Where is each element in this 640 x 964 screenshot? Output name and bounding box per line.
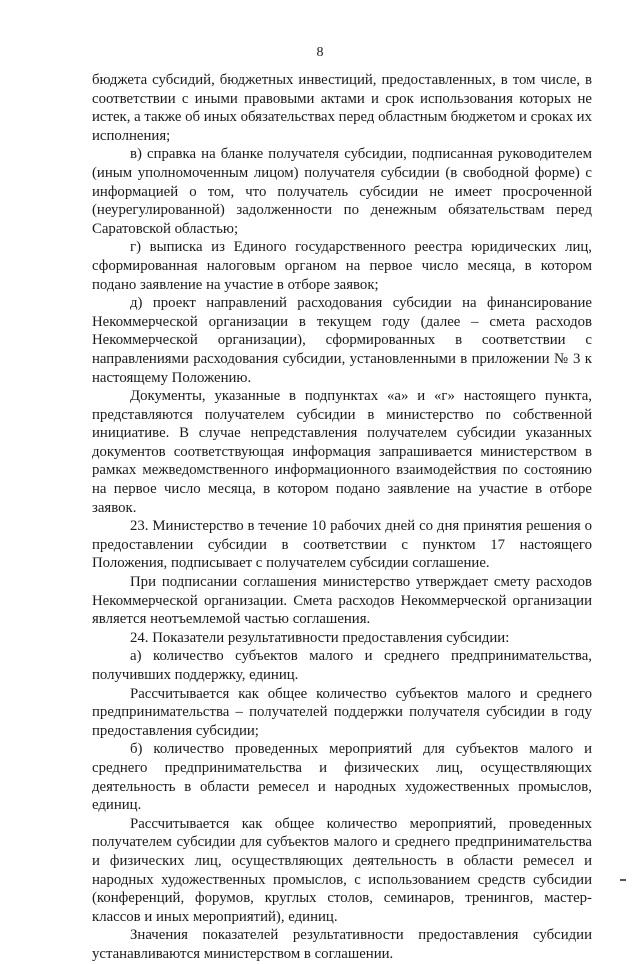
paragraph: в) справка на бланке получателя субсидии, подписанная руководителем (иным уполномоченным лицом) получателя субсидии (в свободной форме) с информацией о том, что получатель субсидии не имеет просроченной (неурегулированной) задолженности по денежным обязательствам перед Саратовской областью; xyxy=(92,146,592,237)
document-body xyxy=(92,71,592,964)
paragraph: д) проект направлений расходования субсидии на финансирование Некоммерческой организации в текущем году (далее – смета расходов Некоммерческой организации), сформированных в соответствии с направлениями расходования субсидии, установленными в приложении № 3 к настоящему Положению. xyxy=(92,295,592,386)
paragraph: Рассчитывается как общее количество субъектов малого и среднего предпринимательства – получателей поддержки получателя субсидии в году предоставления субсидии; xyxy=(92,685,592,739)
scan-mark xyxy=(620,879,626,881)
paragraph: б) количество проведенных мероприятий для субъектов малого и среднего предпринимательства и физических лиц, осуществляющих деятельность в области ремесел и народных художественных промыслов, единиц. xyxy=(92,741,592,814)
paragraph: 24. Показатели результативности предоставления субсидии: xyxy=(130,629,510,646)
paragraph: Документы, указанные в подпунктах «а» и «г» настоящего пункта, представляются получателем субсидии в министерство по собственной инициативе. В случае непредставления получателем субсидии указанных документов соответствующая информация запрашивается министерством в рамках межведомственного информационного взаимодействия по состоянию на первое число месяца, в котором подано заявление на участие в отборе заявок. xyxy=(92,388,592,516)
paragraph: бюджета субсидий, бюджетных инвестиций, предоставленных, в том числе, в соответствии с иными правовыми актами и срок использования которых не истек, а также об иных обязательствах перед областным бюджетом и сроках их исполнения; xyxy=(92,72,592,144)
paragraph: Рассчитывается как общее количество мероприятий, проведенных получателем субсидии для субъектов малого и среднего предпринимательства и физических лиц, осуществляющих деятельность в области ремесел и народных художественных промыслов, с использованием средств субсидии (конференций, форумов, круглых столов, семинаров, тренингов, мастер-классов и иных мероприятий), единиц. xyxy=(92,815,592,925)
paragraph: Значения показателей результативности предоставления субсидии устанавливаются министерством в соглашении. xyxy=(92,927,592,962)
paragraph: При подписании соглашения министерство утверждает смету расходов Некоммерческой организации. Смета расходов Некоммерческой организации является неотъемлемой частью соглашения. xyxy=(92,574,592,628)
page-number: 8 xyxy=(316,45,324,60)
paragraph: а) количество субъектов малого и среднего предпринимательства, получивших поддержку, единиц. xyxy=(92,648,592,683)
paragraph: г) выписка из Единого государственного реестра юридических лиц, сформированная налоговым органом на первое число месяца, в котором подано заявление на участие в отборе заявок; xyxy=(92,239,592,293)
paragraph: 23. Министерство в течение 10 рабочих дней со дня принятия решения о предоставлении субсидии в соответствии с пунктом 17 настоящего Положения, подписывает с получателем субсидии соглашение. xyxy=(92,518,592,572)
